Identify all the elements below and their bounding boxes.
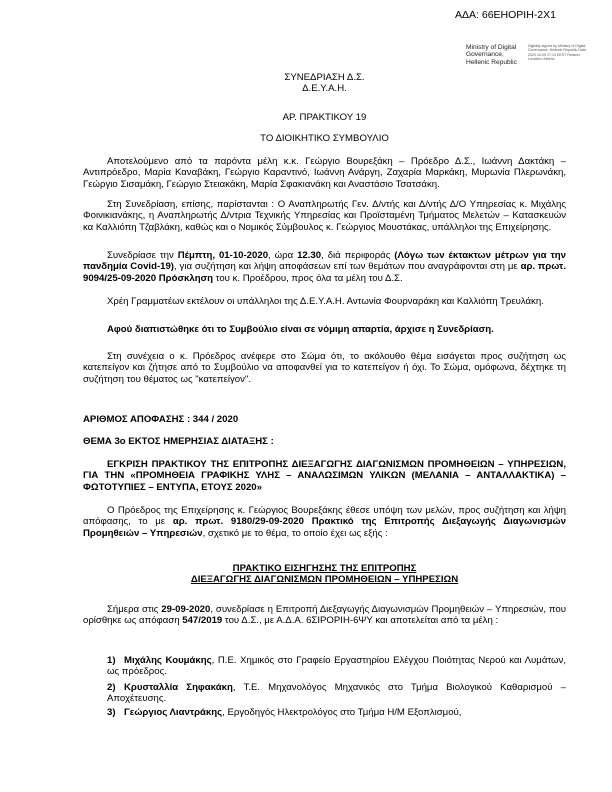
attendees-paragraph: Αποτελούμενο από τα παρόντα μέλη κ.κ. Γεώργιο Βουρεξάκη – Πρόεδρο Δ.Σ., Ιωάννη Δακτάκη – Αντιπρόεδρο, Μαρία Καναβάκη, Γεώργιο Καραντινό, Ιωάννη Ανάργη, Ζαχαρία Μαρκάκη, Μυρωνία Πλερωνάκη, Γεώργιο Σισαμάκη, Γεώργιο Στειακάκη, Μαρία Σφακιανάκη και Αναστάσιο Τσατσάκη. xyxy=(83,156,566,190)
secretaries-paragraph: Χρέη Γραμματέων εκτέλουν οι υπάλληλοι της Δ.Ε.Υ.Α.Η. Αντωνία Φουρναράκη και Καλλιόπη Τρευλάκη. xyxy=(107,296,544,307)
decision-subject: ΕΓΚΡΙΣΗ ΠΡΑΚΤΙΚΟΥ ΤΗΣ ΕΠΙΤΡΟΠΗΣ ΔΙΕΞΑΓΩΓΗΣ ΔΙΑΓΩΝΙΣΜΩΝ ΠΡΟΜΗΘΕΙΩΝ – ΥΠΗΡΕΣΙΩΝ, ΓΙΑ ΤΗΝ «ΠΡΟΜΗΘΕΙΑ ΓΡΑΦΙΚΗΣ ΥΛΗΣ – ΑΝΑΛΩΣΙΜΩΝ ΥΛΙΚΩΝ (ΜΕΛΑΝΙΑ – ΑΝΤΑΛΛΑΚΤΙΚΑ) – ΦΩΤΟΤΥΠΙΕΣ – ΕΝΤΥΠΑ, ΕΤΟΥΣ 2020» xyxy=(83,459,566,493)
appointment-decision: 547/2019 xyxy=(182,615,223,627)
signer-organization: Ministry of Digital Governance, Hellenic Republic xyxy=(466,44,517,66)
minutes-number: ΑΡ. ΠΡΑΚΤΙΚΟΥ 19 xyxy=(282,112,367,123)
committee-minutes-ref: αρ. πρωτ. 9180/29-09-2020 Πρακτικό της Επιτροπής Διεξαγωγής Διαγωνισμών Προμηθειών – Υπηρεσιών xyxy=(83,516,566,539)
president-proposal-paragraph: Ο Πρόεδρος της Επιχείρησης κ. Γεώργιος Βουρεξάκης έθεσε υπόψη των μελών, προς συζήτηση και λήψη απόφασης, το με αρ. πρωτ. 9180/29-09-2020 Πρακτικό της Επιτροπής Διεξαγωγής Διαγωνισμών Προμηθειών – Υπηρεσιών, σχετικό με το θέμα, το οποίο έχει ως εξής : xyxy=(83,505,566,539)
session-paragraph: Συνεδρίασε την Πέμπτη, 01-10-2020, ώρα 12.30, διά περιφοράς (Λόγω των έκτακτων μέτρων για την πανδημία Covid-19), για συζήτηση και λήψη αποφάσεων επί των θεμάτων που αναγράφονται στη με αρ. πρωτ. 9094/25-09-2020 Πρόσκληση του κ. Προέδρου, προς όλα τα μέλη του Δ.Σ. xyxy=(83,250,566,284)
committee-member-2: 2) Κρυσταλλία Σηφακάκη, Τ.Ε. Μηχανολόγος Μηχανικός στο Τμήμα Βιολογικού Καθαρισμού – Αποχέτευσης. xyxy=(107,682,566,705)
decision-topic: ΘΕΜΑ 3ο ΕΚΤΟΣ ΗΜΕΡΗΣΙΑΣ ΔΙΑΤΑΞΗΣ : xyxy=(83,436,274,447)
committee-date: 29-09-2020 xyxy=(161,604,211,615)
report-heading xyxy=(83,563,566,586)
session-date: Πέμπτη, 01-10-2020 xyxy=(177,250,269,261)
report-heading-line2: ΔΙΕΞΑΓΩΓΗΣ ΔΙΑΓΩΝΙΣΜΩΝ ΠΡΟΜΗΘΕΙΩΝ – ΥΠΗΡΕΣΙΩΝ xyxy=(190,574,459,586)
also-present-paragraph: Στη Συνεδρίαση, επίσης, παρίστανται : Ο Αναπληρωτής Γεν. Δ/ντής και Δ/ντής Δ/Ο Υπηρεσίας κ. Μιχάλης Φοινικιανάκης, η Αναπληρωτής Δ/ντρια Τεχνικής Υπηρεσίας και Προϊσταμένη Τμήματος Μελετών – Κατασκευών κα Καλλιόπη Τζαβλάκη, καθώς και ο Νομικός Σύμβουλος κ. Γεώργιος Μουστάκας, υπάλληλοι της Επιχείρησης. xyxy=(83,199,566,233)
urgent-item-paragraph: Στη συνέχεια ο κ. Πρόεδρος ανέφερε στο Σώμα ότι, το ακόλουθο θέμα εισάγεται προς συζήτηση ως κατεπείγον και ζήτησε από το Συμβούλιο να αποφανθεί για το κατεπείγον ή όχι. Το Σώμα, ομόφωνα, δέχτηκε τη συζήτηση του θέματος ως "κατεπείγον". xyxy=(83,351,566,385)
covid-note: (Λόγω των έκτακτων μέτρων για την πανδημία Covid-19) xyxy=(83,250,566,273)
signer-certificate-details: Digitally signed by Ministry of Digital Governance, Hellenic Republic Date: 2020.10.05 17:13 EEST Reason: Location: Athens xyxy=(528,44,587,62)
committee-member-1: 1) Μιχάλης Κουμάκης, Π.Ε. Χημικός στο Γραφείο Εργαστηρίου Ελέγχου Ποιότητας Νερού και Λυμάτων, ως πρόεδρος. xyxy=(107,655,566,678)
meeting-title xyxy=(83,72,566,95)
report-heading-line1: ΠΡΑΚΤΙΚΟ ΕΙΣΗΓΗΣΗΣ ΤΗΣ ΕΠΙΤΡΟΠΗΣ xyxy=(232,563,417,574)
decision-number: ΑΡΙΘΜΟΣ ΑΠΟΦΑΣΗΣ : 344 / 2020 xyxy=(83,414,239,425)
invitation-ref: αρ. πρωτ. 9094/25-09-2020 Πρόσκληση xyxy=(83,261,566,284)
committee-session-paragraph: Σήμερα στις 29-09-2020, συνεδρίασε η Επιτροπή Διεξαγωγής Διαγωνισμών Προμηθειών – Υπηρεσιών, που ορίσθηκε ως απόφαση 547/2019 του Δ.Σ., με Α.Δ.Α. 6ΣΙΡΟΡΙΗ-6ΨΥ και αποτελείται από τα μέλη : xyxy=(83,604,566,627)
board-heading: ΤΟ ΔΙΟΙΚΗΤΙΚΟ ΣΥΜΒΟΥΛΙΟ xyxy=(260,133,389,144)
digital-signature-block xyxy=(466,44,594,66)
quorum-statement: Αφού διαπιστώθηκε ότι το Συμβούλιο είναι σε νόμιμη απαρτία, άρχισε η Συνεδρίαση. xyxy=(107,324,494,335)
session-time: 12.30 xyxy=(297,250,322,261)
committee-member-3: 3) Γεώργιος Λιαντράκης, Εργοδηγός Ηλεκτρολόγος στο Τμήμα Η/Μ Εξοπλισμού, xyxy=(107,707,462,718)
meeting-title-line2: Δ.Ε.Υ.Α.Η. xyxy=(302,83,347,95)
ada-code: ΑΔΑ: 66ΕΗΟΡΙΗ-2Χ1 xyxy=(455,9,556,21)
meeting-title-line1: ΣΥΝΕΔΡΙΑΣΗ Δ.Σ. xyxy=(284,72,365,83)
